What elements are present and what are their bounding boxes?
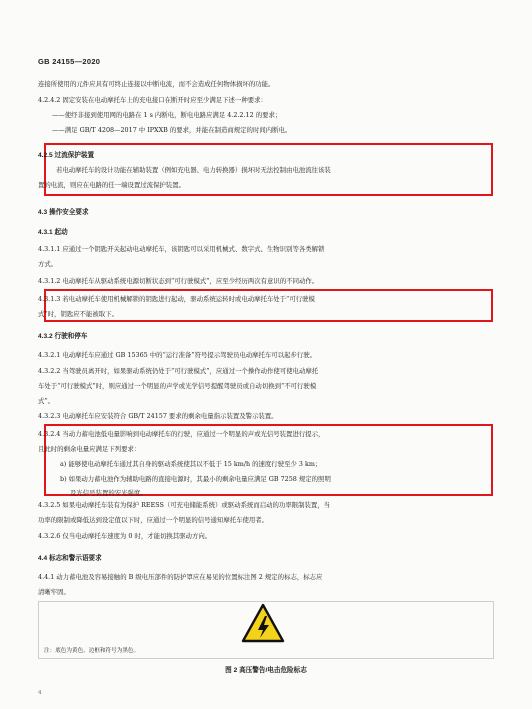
clause-4-2-4-2: 4.2.4.2 固定安装在电动摩托车上的充电接口在断开时应至少满足下述一种要求： xyxy=(38,96,267,104)
clause-4-3-1-3: 4.3.1.3 若电动摩托车使用机械解锁的钥匙进行起动，驱动系统运转时或电动摩托车处于“可行驶模 xyxy=(38,295,315,303)
clause-4-3-2-4: 4.3.2.4 当动力蓄电池低电量影响到电动摩托车的行驶，应通过一个明显的声或光信号装置进行提示， xyxy=(38,430,325,438)
text-line: 且此时的剩余电量应满足下列要求： xyxy=(38,445,141,453)
section-title-4-3-1: 4.3.1 起动 xyxy=(38,229,68,236)
clause-4-3-2-3: 4.3.2.3 电动摩托车应安装符合 GB/T 24157 要求的剩余电量指示装置及警示装置。 xyxy=(38,412,278,420)
text-line: 式”时，钥匙应不能被取下。 xyxy=(38,310,118,318)
section-title-4-3-2: 4.3.2 行驶和停车 xyxy=(38,333,88,340)
text-line: 方式。 xyxy=(38,260,58,268)
clause-4-3-1-1: 4.3.1.1 应通过一个钥匙开关起动电动摩托车，该钥匙可以采用机械式、数字式、生物识别等各类解锁 xyxy=(38,245,325,253)
standard-number: GB 24155—2020 xyxy=(38,57,101,66)
clause-4-4-1: 4.4.1 动力蓄电池及容易接触的 B 级电压部件的防护罩应在易见的位置标注图 2 规定的标志，标志应 xyxy=(38,573,323,581)
text-line: 式”。 xyxy=(38,397,55,405)
list-item: a) 能够使电动摩托车通过其自身的驱动系统使其以不低于 15 km/h 的速度行驶至少 3 km； xyxy=(60,460,322,468)
clause-4-3-2-5: 4.3.2.5 如果电动摩托车装有为保护 REESS（可充电储能系统）或驱动系统而启动的功率限制装置，当 xyxy=(38,501,331,509)
list-item: ——使纾非接到使用网的电路在 1 s 内断电，断电电路应满足 4.2.2.12 的要求； xyxy=(52,111,282,119)
list-item: b) 如果动力蓄电池作为辅助电路的直接电源时，其最小的剩余电量应满足 GB 7258 规定的照明 xyxy=(60,475,331,483)
text-line: 若电动摩托车的设计功能在辅助装置（例如充电器、电力转换器）损坏时无法控制由电池流往该装 xyxy=(56,166,331,174)
figure-caption: 图 2 高压警告/电击危险标志 xyxy=(225,667,307,674)
clause-4-3-2-1: 4.3.2.1 电动摩托车应通过 GB 15365 中的“运行准备”符号提示驾驶员电动摩托车可以起步行驶。 xyxy=(38,351,317,359)
page-number: 4 xyxy=(38,690,42,696)
text-line: 车处于“可行驶模式”时，则应通过一个明显的声学或光学信号提醒驾驶员或自动切换到“不可行驶模 xyxy=(38,382,317,390)
clause-4-3-2-6: 4.3.2.6 仅当电动摩托车速度为 0 时，才能切换其驱动方向。 xyxy=(38,532,212,540)
section-title-4-4: 4.4 标志和警示语要求 xyxy=(38,555,102,562)
high-voltage-warning-icon xyxy=(241,603,285,643)
list-item: ——满足 GB/T 4208—2017 中 IPXXB 的要求，并能在制造商规定的时间内断电。 xyxy=(52,126,292,134)
section-title-4-3: 4.3 操作安全要求 xyxy=(38,209,89,216)
list-item-continuation: 及光信号装置的安光强度。 xyxy=(70,489,147,497)
clause-4-3-1-2: 4.3.1.2 电动摩托车从驱动系统电源切断状态到“可行驶模式”，应至少经历两次有意识的不同动作。 xyxy=(38,277,319,285)
figure-note: 注：底色为黄色，边框和符号为黑色。 xyxy=(44,648,140,654)
section-title-4-2-5: 4.2.5 过流保护装置 xyxy=(38,152,95,159)
text-line: 清晰牢固。 xyxy=(38,588,70,596)
text-line: 连接所使用的元件应具有可终止连接以中断电流，而不会造成任何物体损坏的功能。 xyxy=(38,80,275,88)
text-line: 功率的限制或降低达到设定值以下时，应通过一个明显的信号通知摩托车使用者。 xyxy=(38,516,269,524)
clause-4-3-2-2: 4.3.2.2 当驾驶员离开时，如果驱动系统仍处于“可行驶模式”，应通过一个操作动作使可使电动摩托 xyxy=(38,367,319,375)
text-line: 置的电流，则应在电路的任一端设置过流保护装置。 xyxy=(38,181,185,189)
